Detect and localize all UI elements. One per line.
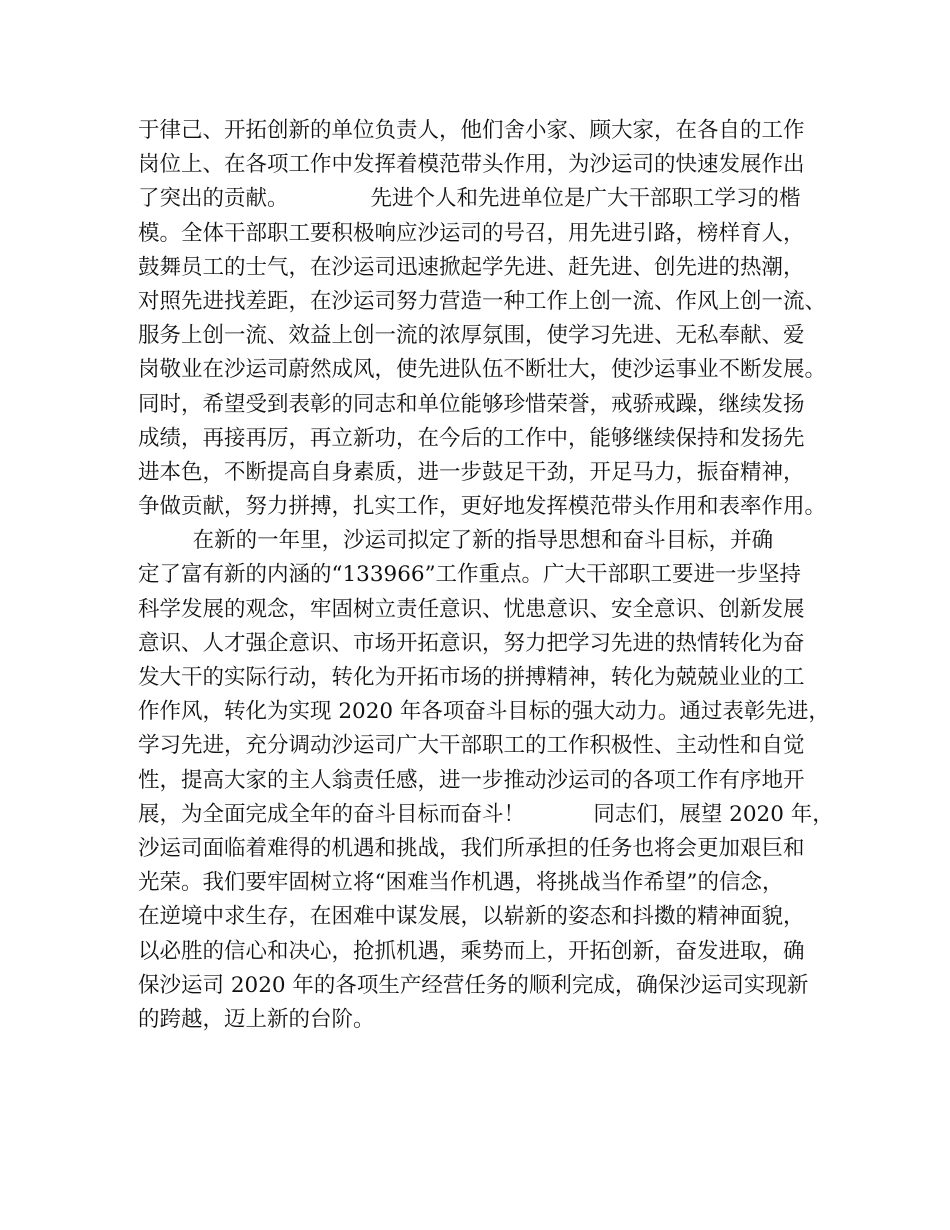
text-line: 保沙运司 2020 年的各项生产经营任务的顺利完成，确保沙运司实现新 [138,972,809,998]
text-line: 成绩，再接再厉，再立新功，在今后的工作中，能够继续保持和发扬先 [138,425,805,451]
text-line: 作作风，转化为实现 2020 年各项奋斗目标的强大动力。通过表彰先进， [138,699,830,725]
text-line: 以必胜的信心和决心，抢抓机遇，乘势而上，开拓创新，奋发进取，确 [138,938,805,964]
document-body [138,114,834,1037]
text-line: 岗敬业在沙运司蔚然成风，使先进队伍不断壮大，使沙运事业不断发展。 [138,357,827,383]
text-line: 意识、人才强企意识、市场开拓意识，努力把学习先进的热情转化为奋 [138,630,805,656]
text-line: 的跨越，迈上新的台阶。 [138,1006,375,1032]
text-line: 学习先进，充分调动沙运司广大干部职工的工作积极性、主动性和自觉 [138,733,805,759]
text-line: 在新的一年里，沙运司拟定了新的指导思想和奋斗目标，并确 [138,528,774,554]
text-line: 于律己、开拓创新的单位负责人，他们舍小家、顾大家，在各自的工作 [138,118,805,143]
text-line: 发大干的实际行动，转化为开拓市场的拼搏精神，转化为兢兢业业的工 [138,665,805,690]
text-line: 同时，希望受到表彰的同志和单位能够珍惜荣誉，戒骄戒躁，继续发扬 [138,391,805,417]
text-line: 科学发展的观念，牢固树立责任意识、忧患意识、安全意识、创新发展 [138,596,805,622]
text-line: 沙运司面临着难得的机遇和挑战，我们所承担的任务也将会更加艰巨和 [138,835,805,861]
text-line: 光荣。我们要牢固树立将“困难当作机遇，将挑战当作希望”的信念， [138,870,784,896]
text-line: 鼓舞员工的士气，在沙运司迅速掀起学先进、赶先进、创先进的热潮， [138,254,805,280]
text-line: 服务上创一流、效益上创一流的浓厚氛围，使学习先进、无私奉献、爱 [138,323,805,349]
text-line: 在逆境中求生存，在困难中谋发展，以崭新的姿态和抖擞的精神面貌， [138,904,805,930]
text-line: 岗位上、在各项工作中发挥着模范带头作用，为沙运司的快速发展作出 [138,152,805,178]
text-line: 模。全体干部职工要积极响应沙运司的号召，用先进引路，榜样育人， [138,220,805,246]
text-line: 了突出的贡献。 先进个人和先进单位是广大干部职工学习的楷 [138,186,801,212]
text-line: 对照先进找差距，在沙运司努力营造一种工作上创一流、作风上创一流、 [138,288,827,314]
text-line: 定了富有新的内涵的“133966”工作重点。广大干部职工要进一步坚持 [138,562,802,588]
text-line: 争做贡献，努力拼搏，扎实工作，更好地发挥模范带头作用和表率作用。 [138,494,827,520]
text-line: 进本色，不断提高自身素质，进一步鼓足干劲，开足马力，振奋精神， [138,459,805,485]
text-line: 展，为全面完成全年的奋斗目标而奋斗！ 同志们，展望 2020 年， [138,801,834,827]
text-line: 性，提高大家的主人翁责任感，进一步推动沙运司的各项工作有序地开 [138,767,805,793]
